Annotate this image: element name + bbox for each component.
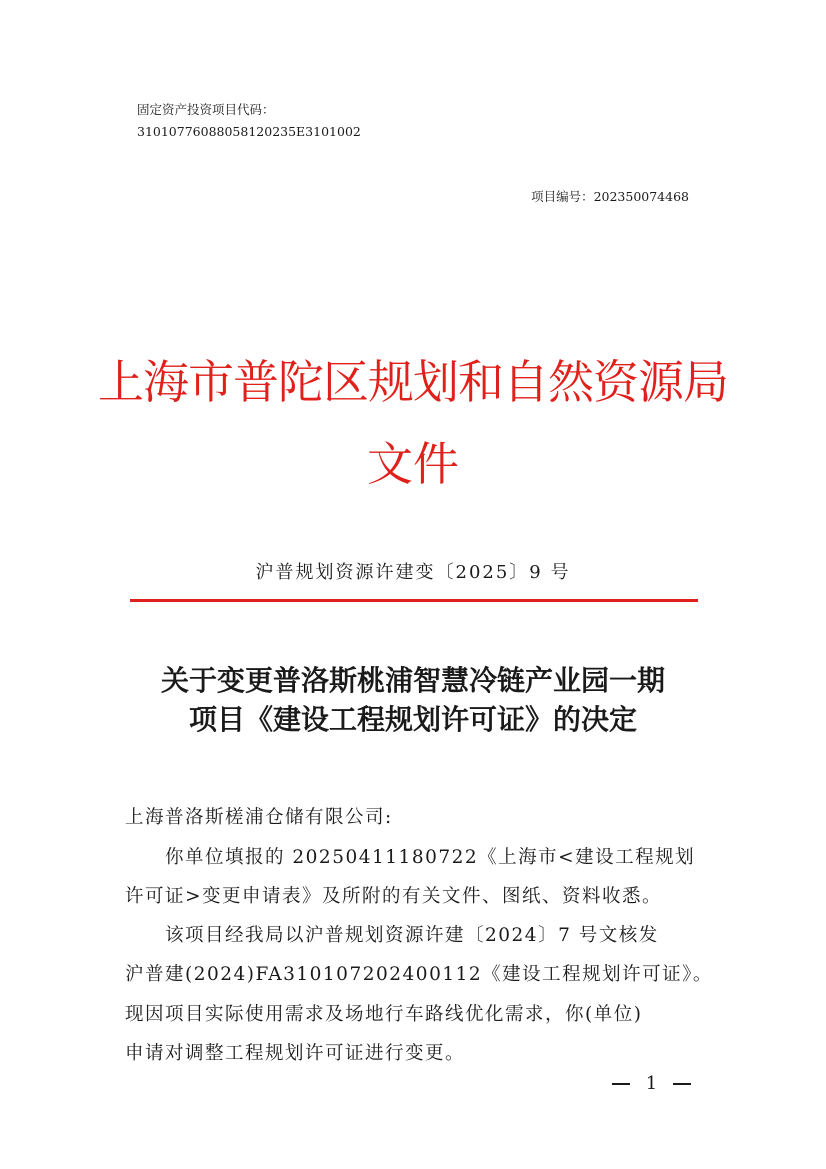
document-number: 沪普规划资源许建变〔2025〕9 号 <box>255 562 571 583</box>
page-number <box>612 1071 691 1097</box>
body-line: 申请对调整工程规划许可证进行变更。 <box>125 1043 466 1064</box>
body-line: 沪普建(2024)FA310107202400112《建设工程规划许可证》。 <box>125 964 713 985</box>
fixed-asset-code: 3101077608805812023​5E3101002 <box>137 124 361 139</box>
dash-right <box>673 1083 691 1085</box>
fixed-asset-code-label: 固定资产投资项目代码： <box>137 102 275 117</box>
body-line: 现因项目实际使用需求及场地行车路线优化需求，你(单位) <box>125 1004 643 1025</box>
issuer-name: 上海市普陀区规划和自然资源局 <box>98 355 728 409</box>
document-type-label: 文件 <box>367 437 459 491</box>
body-line: 许可证>变更申请表》及所附的有关文件、图纸、资料收悉。 <box>125 886 663 907</box>
body-line: 该项目经我局以沪普规划资源许建〔2024〕7 号文核发 <box>125 925 659 946</box>
dash-left <box>612 1083 630 1085</box>
red-divider <box>130 599 698 602</box>
title-line-2: 项目《建设工程规划许可证》的决定 <box>188 703 637 736</box>
page-number-value: 1 <box>645 1073 658 1094</box>
title-line-1: 关于变更普洛斯桃浦智慧冷链产业园一期 <box>160 664 665 697</box>
body-line: 你单位填报的 20250411180722《上海市<建设工程规划 <box>125 847 696 868</box>
project-number: 项目编号：202350074468 <box>531 189 689 204</box>
addressee: 上海普洛斯槎浦仓储有限公司: <box>125 807 393 828</box>
